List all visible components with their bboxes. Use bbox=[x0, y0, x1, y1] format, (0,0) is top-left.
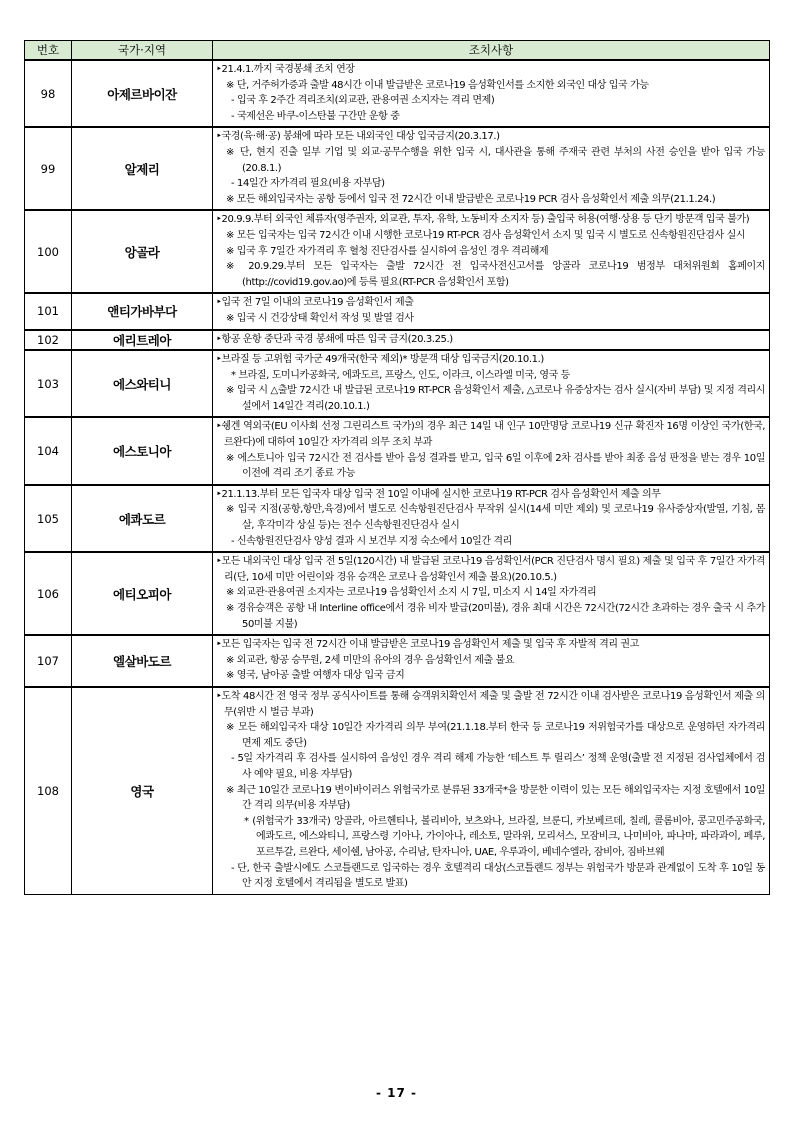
row-number: 106 bbox=[25, 552, 72, 635]
table-header-row bbox=[25, 41, 770, 61]
country-name: 에스와티니 bbox=[72, 350, 213, 417]
row-number: 105 bbox=[25, 485, 72, 552]
table-row bbox=[25, 210, 770, 293]
row-number: 108 bbox=[25, 687, 72, 894]
measure-line: ※ 모든 해외입국자는 공항 등에서 입국 전 72시간 이내 발급받은 코로나19 PCR 검사 음성확인서 제출 의무(21.1.24.) bbox=[226, 193, 716, 205]
country-name: 에콰도르 bbox=[72, 485, 213, 552]
measure-line: ※ 입국 시 △출발 72시간 내 발급된 코로나19 RT-PCR 음성확인서 제출, △코로나 유증상자는 검사 실시(자비 부담) 및 지정 격리시설에서 14일간 격리(20.10.1.) bbox=[226, 385, 765, 412]
measures-cell bbox=[213, 330, 770, 351]
row-number: 99 bbox=[25, 127, 72, 210]
measure-line: ※ 최근 10일간 코로나19 변이바이러스 위험국가로 분류된 33개국*을 방문한 이력이 있는 모든 해외입국자는 지정 호텔에서 10일간 격리 의무(비용 자부담) bbox=[226, 784, 765, 812]
measure-line: ※ 단, 현지 진출 일부 기업 및 외교·공무수행을 위한 입국 시, 대사관을 통해 주재국 관련 부처의 사전 승인을 받아 입국 가능(20.8.1.) bbox=[226, 146, 765, 174]
measure-line: ※ 입국 지점(공항,항만,육경)에서 별도로 신속항원진단검사 무작위 실시(14세 미만 제외) 및 코로나19 유사증상자(발열, 기침, 몸살, 후각미각 상실 등)는 전수 신속항원진단검사 실시 bbox=[226, 504, 765, 532]
measure-line: ‣21.4.1.까지 국경봉쇄 조치 연장 bbox=[216, 64, 355, 75]
country-name: 앤티가바부다 bbox=[72, 293, 213, 329]
country-name: 에티오피아 bbox=[72, 552, 213, 635]
measure-line: ※ 단, 거주허가증과 출발 48시간 이내 발급받은 코로나19 음성확인서를 소지한 외국인 대상 입국 가능 bbox=[226, 79, 649, 91]
measure-line: ※ 입국 시 건강상태 확인서 작성 및 발열 검사 bbox=[226, 312, 414, 324]
measure-line: ‣브라질 등 고위험 국가군 49개국(한국 제외)* 방문객 대상 입국금지(20.10.1.) bbox=[216, 354, 544, 366]
table-row bbox=[25, 330, 770, 351]
table-row bbox=[25, 552, 770, 635]
measures-cell bbox=[213, 552, 770, 635]
row-number: 103 bbox=[25, 350, 72, 417]
row-number: 104 bbox=[25, 417, 72, 484]
table-row bbox=[25, 350, 770, 417]
measure-line: ※ 모든 해외입국자 대상 10일간 자가격리 의무 부여(21.1.18.부터 한국 등 코로나19 저위험국가를 대상으로 운영하던 자가격리 면제 제도 중단) bbox=[226, 722, 765, 749]
measures-cell bbox=[213, 293, 770, 329]
table-row bbox=[25, 60, 770, 127]
measure-line: - 신속항원진단검사 양성 결과 시 보건부 지정 숙소에서 10일간 격리 bbox=[231, 535, 512, 547]
row-number: 107 bbox=[25, 635, 72, 687]
header-country: 국가·지역 bbox=[72, 41, 213, 61]
country-name: 영국 bbox=[72, 687, 213, 894]
page-number: - 17 - bbox=[375, 1086, 417, 1100]
measures-cell bbox=[213, 635, 770, 687]
measure-line: - 입국 후 2주간 격리조치(외교관, 관용여권 소지자는 격리 면제) bbox=[231, 95, 495, 107]
country-name: 에리트레아 bbox=[72, 330, 213, 351]
measures-cell bbox=[213, 210, 770, 293]
measure-line: - 단, 한국 출발시에도 스코틀랜드로 입국하는 경우 호텔격리 대상(스코틀랜드 정부는 위험국가 방문과 관계없이 도착 후 10일 동안 지정 호텔에서 격리됨을 별도로 발표) bbox=[231, 862, 765, 890]
row-number: 101 bbox=[25, 293, 72, 329]
measure-line: ※ 외교관·관용여권 소지자는 코로나19 음성확인서 소지 시 7일, 미소지 시 14일 자가격리 bbox=[226, 587, 597, 599]
country-name: 앙골라 bbox=[72, 210, 213, 293]
measure-line: ※ 경유승객은 공항 내 Interline office에서 경유 비자 발급(20미불), 경유 최대 시간은 72시간(72시간 초과하는 경우 출국 시 추가 50미불 지불) bbox=[226, 603, 765, 630]
measure-line: - 14일간 자가격리 필요(비용 자부담) bbox=[231, 178, 385, 190]
measure-line: ‣국경(육·해·공) 봉쇄에 따라 모든 내외국인 대상 입국금지(20.3.17.) bbox=[216, 131, 500, 143]
measure-line: ※ 모든 입국자는 입국 72시간 이내 시행한 코로나19 RT-PCR 검사 음성확인서 소지 및 입국 시 별도로 신속항원진단검사 실시 bbox=[226, 229, 746, 241]
measure-line: ‣21.1.13.부터 모든 입국자 대상 입국 전 10일 이내에 실시한 코로나19 RT-PCR 검사 음성확인서 제출 의무 bbox=[216, 488, 661, 500]
measures-table bbox=[24, 40, 770, 895]
measure-line: ※ 외교관, 항공 승무원, 2세 미만의 유아의 경우 음성확인서 제출 불요 bbox=[226, 654, 515, 666]
row-number: 100 bbox=[25, 210, 72, 293]
measures-cell bbox=[213, 485, 770, 552]
country-name: 알제리 bbox=[72, 127, 213, 210]
header-number: 번호 bbox=[25, 41, 72, 61]
header-measures: 조치사항 bbox=[213, 41, 770, 61]
row-number: 102 bbox=[25, 330, 72, 351]
measure-line: ‣쉥겐 역외국(EU 이사회 선정 그린리스트 국가)의 경우 최근 14일 내 인구 10만명당 코로나19 신규 확진자 16명 이상인 국가(한국, 르완다)에 대하여 10일간 자가격리 의무 조치 부과 bbox=[216, 421, 765, 449]
country-name: 아제르바이잔 bbox=[72, 60, 213, 127]
measure-line: * 브라질, 도미니카공화국, 에콰도르, 프랑스, 인도, 이라크, 이스라엘 미국, 영국 등 bbox=[231, 369, 570, 381]
measure-line: ‣항공 운항 중단과 국경 봉쇄에 따른 입국 금지(20.3.25.) bbox=[216, 333, 453, 345]
measure-line: ※ 20.9.29.부터 모든 입국자는 출발 72시간 전 입국사전신고서를 앙골라 코로나19 범정부 대처위원회 홈페이지(http://covid19.gov.ao)에 등록 필요(RT-PCR 음성확인서 포함) bbox=[226, 261, 765, 288]
row-number: 98 bbox=[25, 60, 72, 127]
measure-line: ‣도착 48시간 전 영국 정부 공식사이트를 통해 승객위치확인서 제출 및 출발 전 72시간 이내 검사받은 코로나19 음성확인서 제출 의무(위반 시 벌금 부과) bbox=[216, 690, 765, 718]
table-row bbox=[25, 417, 770, 484]
measure-line: ※ 입국 후 7일간 자가격리 후 혈청 진단검사를 실시하여 음성인 경우 격리해제 bbox=[226, 245, 549, 257]
measure-line: ‣20.9.9.부터 외국인 체류자(영주권자, 외교관, 투자, 유학, 노동비자 소지자 등) 출입국 허용(여행·상용 등 단기 방문객 입국 불가) bbox=[216, 214, 750, 226]
measure-line: ‣모든 내외국인 대상 입국 전 5일(120시간) 내 발급된 코로나19 음성확인서(PCR 진단검사 명시 필요) 제출 및 입국 후 7일간 자가격리(단, 10세 미만 어린이와 경유 승객은 코로나 음성확인서 제출 불요)(20.10.5.) bbox=[216, 556, 765, 583]
table-row bbox=[25, 635, 770, 687]
measure-line: * (위험국가 33개국) 앙골라, 아르헨티나, 볼리비아, 보츠와나, 브라질, 브룬디, 카보베르데, 칠레, 콜롬비아, 콩고민주공화국, 에콰도르, 에스와티니, 프랑스령 기아나, 가이아나, 레소토, 말라위, 모리셔스, 모잠비크, 나미비아, 파나마, 파라과이, 페루, 포르투갈, 르완다, 세이쉘, 남아공, 수리남, 탄자니아, UAE, 우루과이, 베네수엘라, 잠비아, 짐바브웨 bbox=[244, 815, 765, 858]
country-name: 에스토니아 bbox=[72, 417, 213, 484]
table-row bbox=[25, 687, 770, 894]
measure-line: - 5일 자가격리 후 검사를 실시하여 음성인 경우 격리 해제 가능한 ‘테스트 투 릴리스’ 정책 운영(출발 전 지정된 검사업체에서 검사 예약 필요, 비용 자부담) bbox=[231, 753, 765, 780]
measure-line: ‣입국 전 7일 이내의 코로나19 음성확인서 제출 bbox=[216, 297, 414, 309]
country-name: 엘살바도르 bbox=[72, 635, 213, 687]
measure-line: ‣모든 입국자는 입국 전 72시간 이내 발급받은 코로나19 음성확인서 제출 및 입국 후 자발적 격리 권고 bbox=[216, 639, 639, 651]
measures-cell bbox=[213, 350, 770, 417]
measure-line: - 국제선은 바쿠-이스탄불 구간만 운항 중 bbox=[231, 110, 400, 122]
table-row bbox=[25, 293, 770, 329]
measures-cell bbox=[213, 127, 770, 210]
table-row bbox=[25, 485, 770, 552]
measures-cell bbox=[213, 687, 770, 894]
measure-line: ※ 에스토니아 입국 72시간 전 검사를 받아 음성 결과를 받고, 입국 6일 이후에 2차 검사를 받아 최종 음성 판정을 받는 경우 10일 이전에 격리 조기 종료 가능 bbox=[226, 452, 765, 480]
measures-cell bbox=[213, 60, 770, 127]
measures-cell bbox=[213, 417, 770, 484]
table-row bbox=[25, 127, 770, 210]
measure-line: ※ 영국, 남아공 출발 여행자 대상 입국 금지 bbox=[226, 670, 405, 682]
